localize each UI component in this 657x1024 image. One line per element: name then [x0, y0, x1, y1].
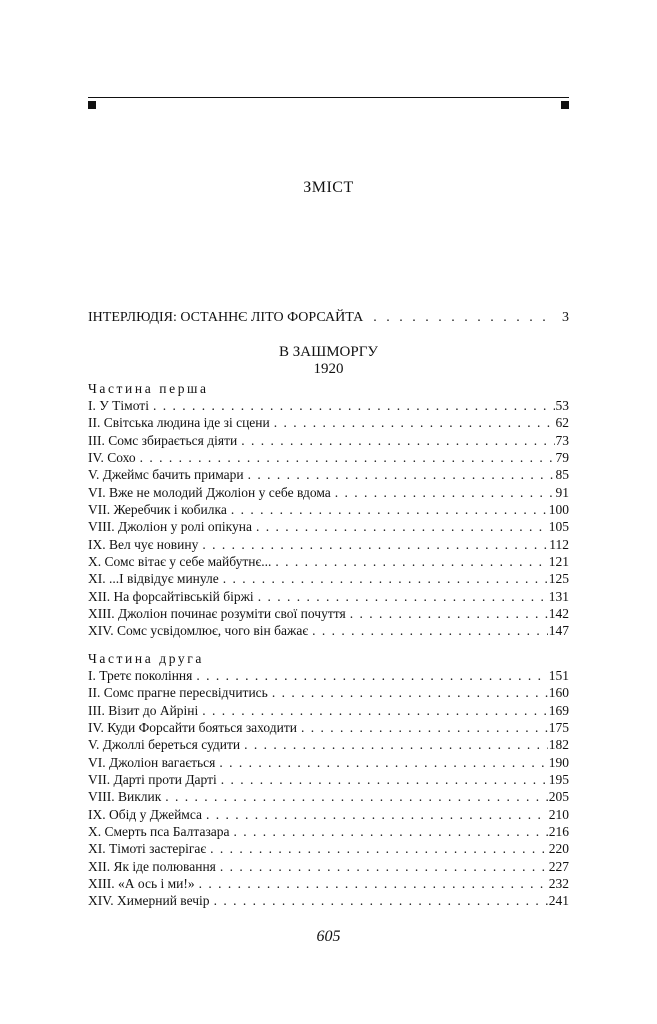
part-label: Частина друга [88, 651, 204, 666]
toc-row [88, 667, 569, 684]
chapter-page: 105 [548, 519, 569, 535]
chapter-page: 175 [548, 720, 569, 736]
chapter-page: 227 [548, 858, 569, 874]
leader-dots [335, 484, 555, 501]
chapter-title: V. Джоллі береться судити [88, 737, 241, 753]
leader-dots [244, 736, 548, 753]
leader-dots [350, 605, 548, 622]
toc-row [88, 501, 569, 518]
chapter-title: XIV. Химерний вечір [88, 893, 210, 909]
chapter-page: 79 [555, 450, 569, 466]
chapter-title: X. Сомс вітає у себе майбутнє... [88, 554, 272, 570]
leader-dots [165, 788, 547, 805]
toc-row [88, 702, 569, 719]
chapter-title: III. Візит до Айріні [88, 702, 199, 718]
leader-dots [231, 501, 548, 518]
chapter-page: 241 [548, 893, 569, 909]
chapter-page: 73 [555, 432, 569, 448]
chapter-title: XIII. Джоліон починає розуміти свої почуття [88, 606, 346, 622]
leader-dots [258, 588, 548, 605]
toc-row [88, 771, 569, 788]
leader-dots [140, 449, 555, 466]
chapter-page: 85 [555, 467, 569, 483]
chapter-page: 160 [548, 685, 569, 701]
chapter-title: XIV. Сомс усвідомлює, чого він бажає [88, 623, 309, 639]
toc-row [88, 484, 569, 501]
novel-year: 1920 [313, 361, 344, 377]
leader-dots [221, 771, 548, 788]
toc-row [88, 536, 569, 553]
chapter-page: 190 [548, 754, 569, 770]
chapter-title: II. Світська людина іде зі сцени [88, 415, 270, 431]
page-number: 605 [316, 928, 341, 945]
chapter-page: 216 [548, 824, 569, 840]
toc-row [88, 684, 569, 701]
chapter-title: I. У Тімоті [88, 398, 149, 413]
toc-row [88, 553, 569, 570]
leader-dots [196, 667, 547, 684]
chapter-title: X. Смерть пса Балтазара [88, 824, 230, 840]
leader-dots [202, 702, 547, 719]
chapter-page: 210 [548, 806, 569, 822]
toc-entry-interlude [88, 310, 569, 326]
leader-dots [199, 875, 548, 892]
toc-row [88, 605, 569, 622]
leader-dots [202, 536, 548, 553]
chapter-title: VIII. Виклик [88, 789, 162, 805]
toc-row [88, 719, 569, 736]
toc-row [88, 570, 569, 587]
toc-row [88, 588, 569, 605]
chapter-title: XI. Тімоті застерігає [88, 841, 207, 857]
novel-title: В ЗАШМОРГУ [278, 344, 379, 360]
chapter-page: 53 [555, 398, 569, 413]
toc-row [88, 788, 569, 805]
chapter-title: IV. Сохо [88, 450, 136, 466]
leader-dots [153, 397, 555, 414]
toc-row [88, 806, 569, 823]
chapter-title: VI. Вже не молодий Джоліон у себе вдома [88, 484, 331, 500]
toc-row [88, 466, 569, 483]
chapter-page: 169 [548, 702, 569, 718]
header-square-left [88, 101, 96, 109]
part-one [88, 380, 569, 640]
leader-dots [373, 310, 556, 326]
chapter-title: II. Сомс прагне пересвідчитись [88, 685, 268, 701]
chapter-title: IV. Куди Форсайти бояться заходити [88, 720, 297, 736]
toc-row [88, 823, 569, 840]
chapter-page: 91 [555, 484, 569, 500]
chapter-page: 112 [549, 536, 569, 552]
interlude-title: ІНТЕРЛЮДІЯ: ОСТАННЄ ЛІТО ФОРСАЙТА [88, 310, 364, 325]
toc-row [88, 622, 569, 639]
header-rule [88, 97, 569, 98]
toc-row [88, 892, 569, 909]
leader-dots [214, 892, 548, 909]
chapter-title: III. Сомс збирається діяти [88, 432, 238, 448]
chapter-page: 142 [548, 606, 569, 622]
toc-row [88, 432, 569, 449]
leader-dots [272, 684, 548, 701]
chapter-title: I. Третє покоління [88, 668, 193, 683]
toc-row [88, 840, 569, 857]
leader-dots [301, 719, 548, 736]
toc-row [88, 449, 569, 466]
chapter-page: 220 [548, 841, 569, 857]
leader-dots [275, 553, 547, 570]
chapter-title: XI. ...І відвідує минуле [88, 571, 219, 587]
leader-dots [248, 466, 555, 483]
toc-row [88, 754, 569, 771]
chapter-page: 131 [548, 588, 569, 604]
leader-dots [219, 754, 547, 771]
header-square-right [561, 101, 569, 109]
leader-dots [206, 806, 548, 823]
toc-row [88, 875, 569, 892]
chapter-title: VI. Джоліон вагається [88, 754, 216, 770]
leader-dots [223, 570, 548, 587]
chapter-title: VII. Дарті проти Дарті [88, 772, 217, 788]
leader-dots [241, 432, 554, 449]
leader-dots [274, 414, 555, 431]
part-label: Частина перша [88, 381, 209, 396]
leader-dots [234, 823, 548, 840]
chapter-page: 125 [548, 571, 569, 587]
novel-heading [0, 344, 657, 378]
toc-row [88, 858, 569, 875]
chapter-title: XII. На форсайтівській біржі [88, 588, 254, 604]
leader-dots [220, 858, 548, 875]
toc-row [88, 736, 569, 753]
chapter-page: 147 [548, 623, 569, 639]
chapter-page: 121 [548, 554, 569, 570]
chapter-page: 100 [548, 502, 569, 518]
chapter-page: 205 [548, 789, 569, 805]
chapter-page: 195 [548, 772, 569, 788]
leader-dots [256, 518, 548, 535]
chapter-title: VIII. Джоліон у ролі опікуна [88, 519, 252, 535]
toc-row [88, 518, 569, 535]
chapter-page: 232 [548, 876, 569, 892]
leader-dots [210, 840, 548, 857]
chapter-page: 62 [555, 415, 569, 431]
leader-dots [312, 622, 548, 639]
chapter-title: XII. Як іде полювання [88, 858, 216, 874]
chapter-title: IX. Вел чує новину [88, 536, 199, 552]
chapter-title: VII. Жеребчик і кобилка [88, 502, 227, 518]
chapter-page: 182 [548, 737, 569, 753]
interlude-page: 3 [562, 310, 569, 325]
toc-row [88, 414, 569, 431]
chapter-page: 151 [548, 668, 569, 683]
chapter-title: IX. Обід у Джеймса [88, 806, 202, 822]
part-two [88, 650, 569, 910]
chapter-title: XIII. «А ось і ми!» [88, 876, 195, 892]
toc-row [88, 397, 569, 414]
chapter-title: V. Джеймс бачить примари [88, 467, 244, 483]
page-title: ЗМІСТ [303, 179, 354, 196]
